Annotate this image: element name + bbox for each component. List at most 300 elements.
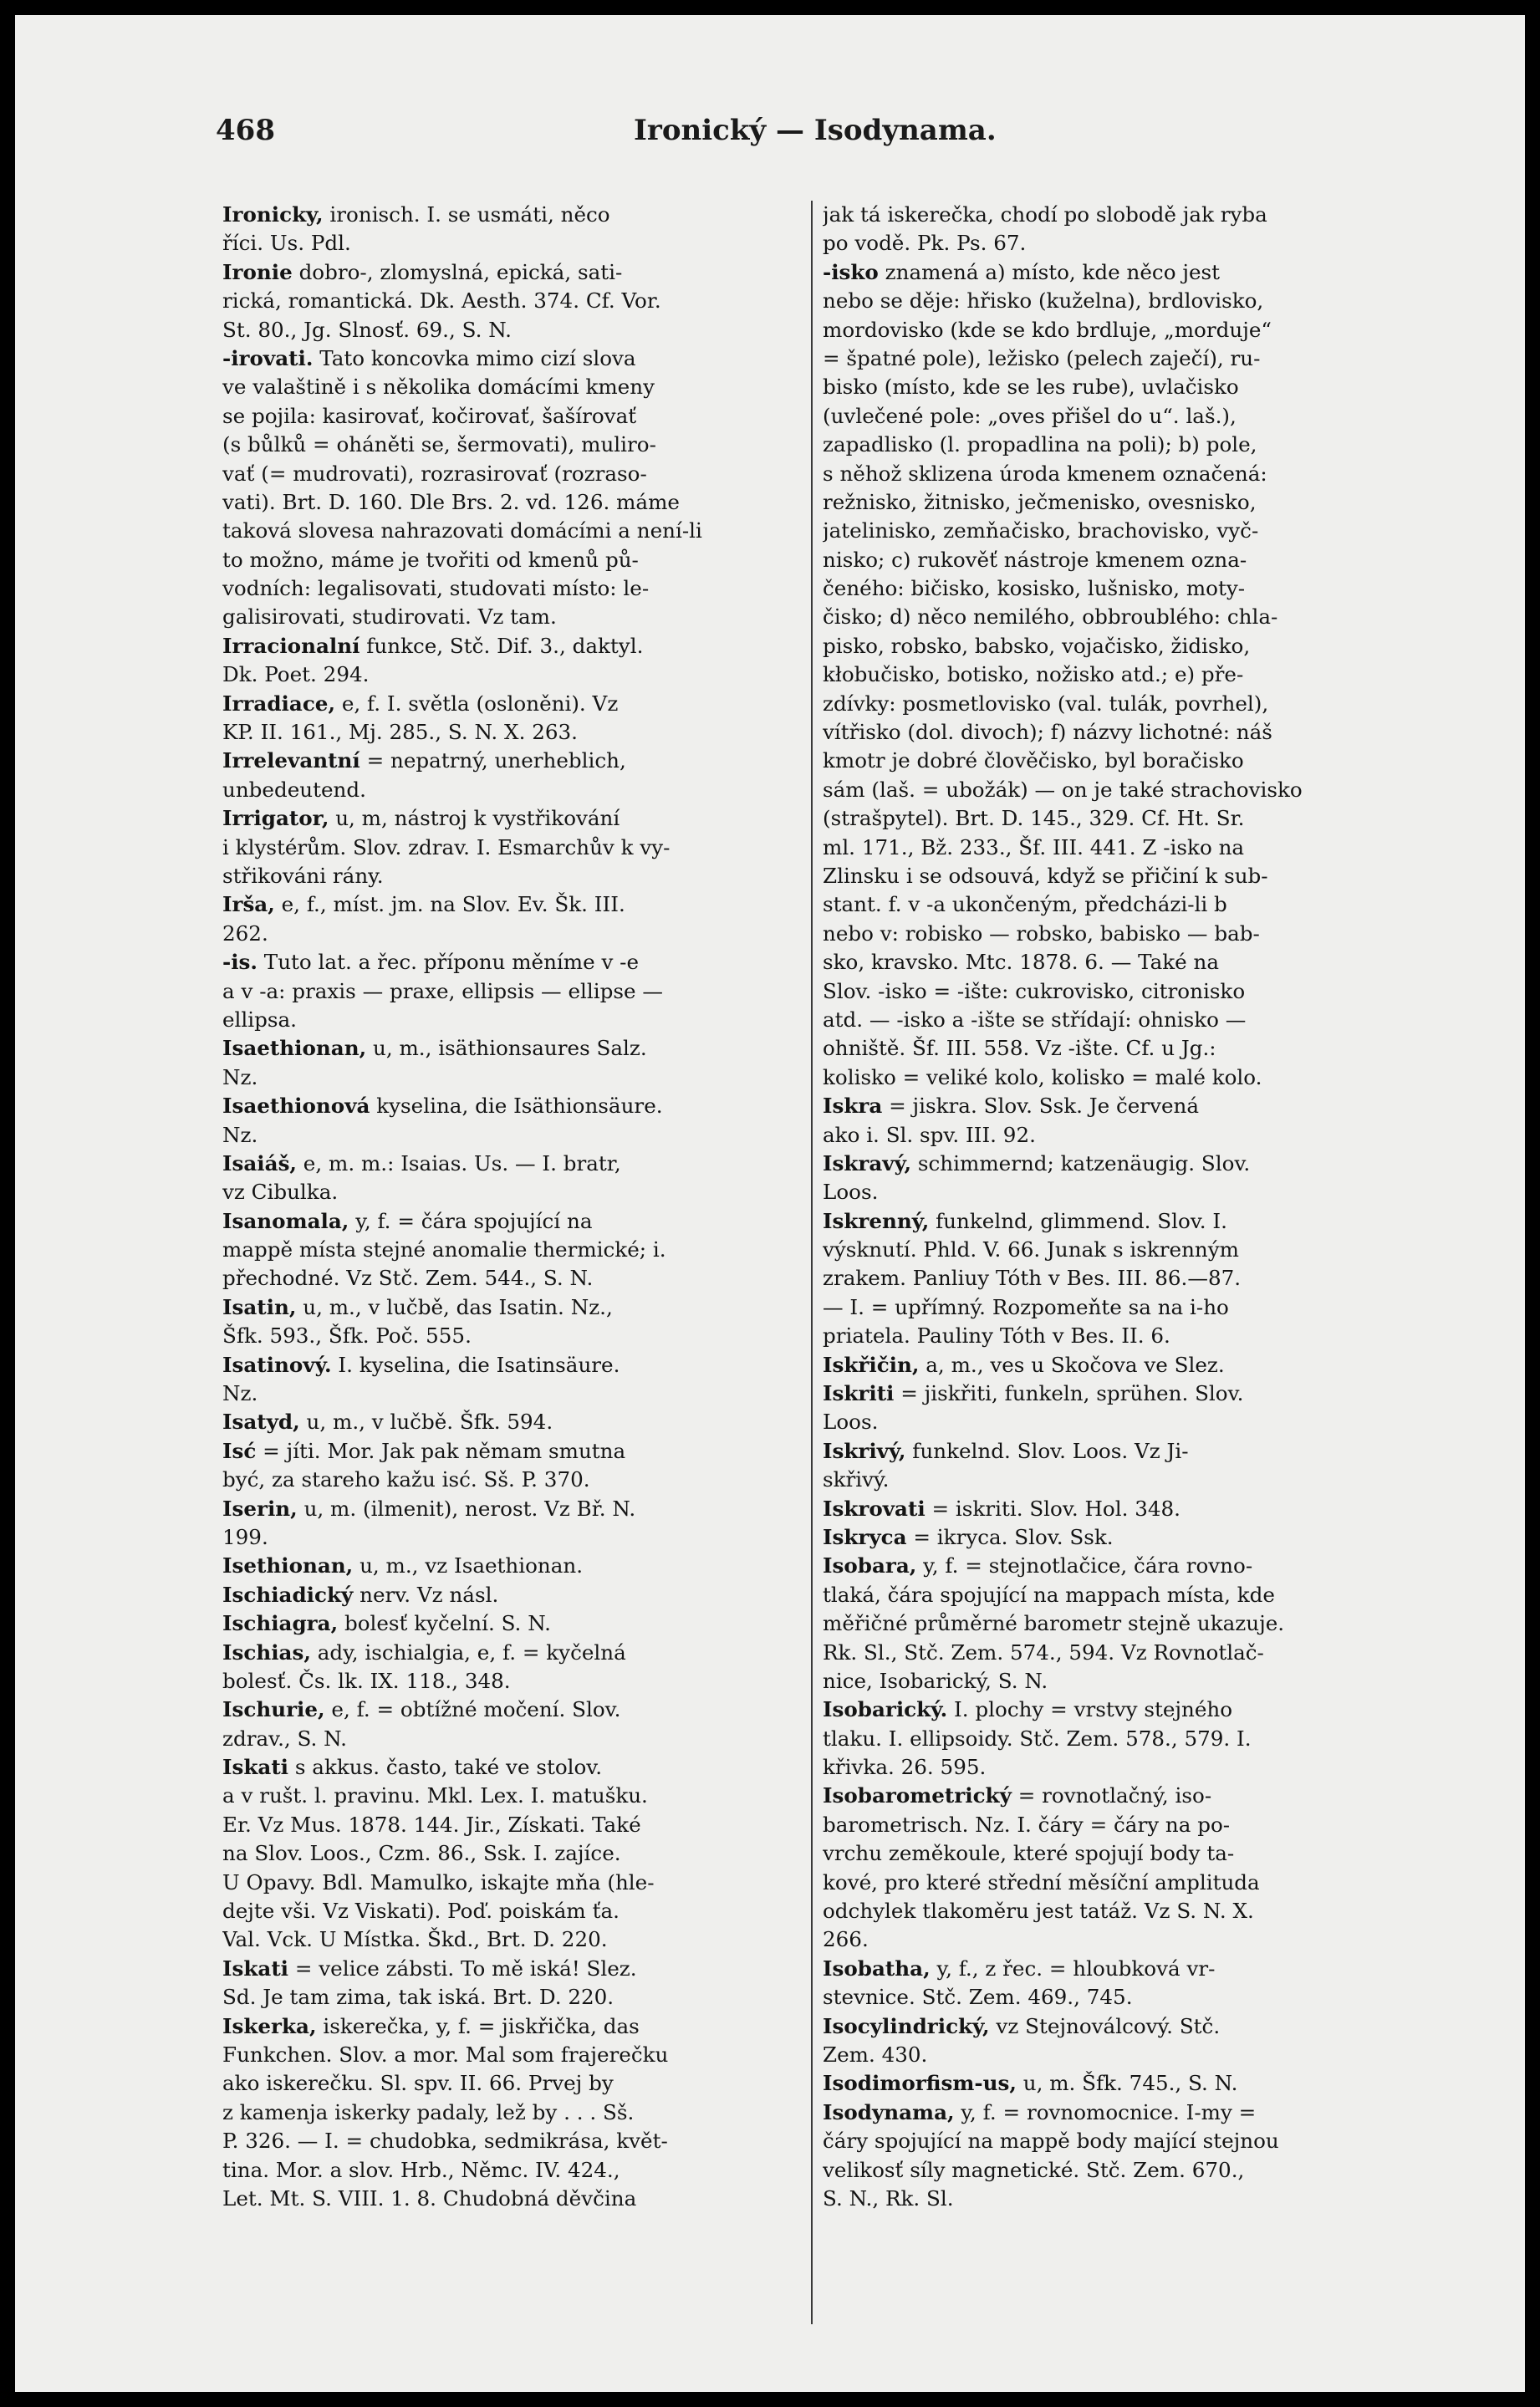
entry-text: vrchu zeměkoule, které spojují body ta- (823, 1841, 1235, 1866)
text-line (222, 1983, 808, 2012)
text-line (823, 834, 1408, 862)
text-line (222, 287, 808, 315)
text-line (222, 574, 808, 603)
text-line (823, 1264, 1408, 1293)
headword: Isatyd, (222, 1410, 300, 1435)
entry-text: dejte vši. Vz Viskati). Poď. poiskám ťa. (222, 1899, 620, 1924)
headword: Iskřičin, (823, 1352, 920, 1377)
entry-text: = jiskřiti, funkeln, sprühen. Slov. (894, 1381, 1244, 1406)
entry-text: funkelnd, glimmend. Slov. I. (929, 1208, 1227, 1233)
text-line (222, 1121, 808, 1150)
text-line (823, 1121, 1408, 1150)
entry-start-line (222, 747, 808, 775)
entry-text: y, f. = rovnomocnice. I-my = (954, 2099, 1257, 2124)
entry-text: taková slovesa nahrazovati domácími a není-li (222, 518, 702, 543)
text-line (823, 1925, 1408, 1954)
entry-text: nisko; c) rukověť nástroje kmenem ozna- (823, 547, 1247, 572)
entry-start-line (222, 1696, 808, 1724)
text-line (222, 1523, 808, 1552)
text-line (222, 2069, 808, 2098)
entry-text: = jiskra. Slov. Ssk. Je červená (882, 1094, 1200, 1119)
entry-text: ako i. Sl. spv. III. 92. (823, 1122, 1036, 1147)
running-head: Ironický — Isodynama. (634, 114, 997, 147)
entry-text: dobro-, zlomyslná, epická, sati- (292, 259, 623, 284)
entry-text: režnisko, žitnisko, ječmenisko, ovesnisko, (823, 489, 1257, 514)
entry-text: y, f., z řec. = hloubková vr- (930, 1956, 1216, 1981)
text-line (823, 1006, 1408, 1034)
entry-text: e, f., míst. jm. na Slov. Ev. Šk. III. (274, 892, 625, 917)
entry-start-line (222, 1092, 808, 1120)
entry-text: funkce, Stč. Dif. 3., daktyl. (360, 633, 644, 658)
entry-start-line (823, 1495, 1408, 1523)
text-line (222, 1264, 808, 1293)
headword: Iskrivý, (823, 1438, 906, 1463)
entry-text: sko, kravsko. Mtc. 1878. 6. — Také na (823, 950, 1220, 975)
entry-text: mordovisko (kde se kdo brdluje, „morduje“ (823, 317, 1272, 342)
entry-start-line (222, 2012, 808, 2041)
text-line (823, 373, 1408, 401)
entry-start-line (823, 2098, 1408, 2127)
entry-text: y, f. = stejnotlačice, čára rovno- (916, 1553, 1253, 1578)
left-column (222, 201, 808, 2324)
entry-text: s akkus. často, také ve stolov. (288, 1755, 603, 1780)
text-line (823, 1753, 1408, 1782)
text-line (823, 747, 1408, 775)
text-line (823, 862, 1408, 890)
entry-text: ml. 171., Bž. 233., Šf. III. 441. Z -isko na (823, 834, 1245, 859)
entry-text: i klystérům. Slov. zdrav. I. Esmarchův k vy- (222, 834, 671, 859)
headword: Iserin, (222, 1496, 298, 1521)
text-line (823, 690, 1408, 718)
entry-start-line (823, 1552, 1408, 1580)
headword: Ischiagra, (222, 1611, 339, 1636)
entry-start-line (823, 1523, 1408, 1552)
text-line (823, 1236, 1408, 1264)
entry-start-line (222, 1581, 808, 1609)
entry-text: u, m., vz Isaethionan. (353, 1553, 584, 1578)
headword: Isobarometrický (823, 1783, 1012, 1808)
headword: Iskati (222, 1755, 289, 1780)
text-line (222, 1839, 808, 1868)
headword: Iskravý, (823, 1150, 912, 1175)
entry-text: zapadlisko (l. propadlina na poli); b) pole, (823, 432, 1257, 457)
entry-start-line (222, 1437, 808, 1466)
entry-text: se pojila: kasirovať, kočirovať, šašírovať (222, 403, 637, 428)
entry-text: iskerečka, y, f. = jiskřička, das (316, 2013, 640, 2038)
text-line (222, 517, 808, 545)
headword: Isanomala, (222, 1208, 349, 1233)
entry-start-line (222, 890, 808, 919)
text-line (823, 344, 1408, 373)
entry-text: vati). Brt. D. 160. Dle Brs. 2. vd. 126. máme (222, 489, 680, 514)
entry-start-line (222, 804, 808, 833)
entry-text: vz Cibulka. (222, 1180, 339, 1205)
entry-text: po vodě. Pk. Ps. 67. (823, 231, 1027, 256)
entry-text: Zem. 430. (823, 2042, 928, 2067)
entry-text: galisirovati, studirovati. Vz tam. (222, 604, 557, 630)
entry-text: e, f. I. světla (osloněni). Vz (335, 691, 619, 716)
entry-start-line (823, 1207, 1408, 1236)
text-line (222, 1925, 808, 1954)
entry-text: 199. (222, 1524, 268, 1549)
entry-text: barometrisch. Nz. I. čáry = čáry na po- (823, 1812, 1231, 1837)
entry-text: tlaká, čára spojující na mappach místa, kde (823, 1582, 1275, 1607)
text-line (222, 1667, 808, 1696)
text-line (222, 834, 808, 862)
entry-text: kyselina, die Isäthionsäure. (370, 1094, 663, 1119)
entry-text: KP. II. 161., Mj. 285., S. N. X. 263. (222, 720, 578, 745)
text-line (222, 1782, 808, 1810)
page-number: 468 (216, 114, 275, 147)
headword: Irša, (222, 892, 275, 917)
entry-text: sám (laš. = ubožák) — on je také strachovisko (823, 777, 1303, 802)
headword: Iskrovati (823, 1496, 926, 1521)
text-line (222, 2156, 808, 2185)
entry-text: priatela. Pauliny Tóth v Bes. II. 6. (823, 1323, 1170, 1349)
text-line (222, 776, 808, 804)
entry-start-line (823, 1351, 1408, 1379)
text-line (823, 2185, 1408, 2213)
entry-text: vať (= mudrovati), rozrasirovať (rozraso- (222, 461, 647, 486)
entry-start-line (222, 1034, 808, 1063)
entry-text: velikosť síly magnetické. Stč. Zem. 670., (823, 2157, 1245, 2182)
headword: Irrigator, (222, 806, 329, 831)
entry-text: Zlinsku i se odsouvá, když se přičiní k sub- (823, 863, 1268, 888)
entry-start-line (823, 1379, 1408, 1408)
entry-text: měřičné průměrné barometr stejně ukazuje. (823, 1611, 1285, 1636)
headword: Iskerka, (222, 2013, 317, 2038)
text-line (222, 1725, 808, 1753)
headword: Ironicky, (222, 202, 324, 227)
entry-text: bolesť kyčelní. S. N. (338, 1611, 551, 1636)
text-line (823, 1408, 1408, 1436)
text-line (222, 1236, 808, 1264)
entry-start-line (222, 690, 808, 718)
text-line (823, 1466, 1408, 1494)
entry-text: zrakem. Panliuy Tóth v Bes. III. 86.—87. (823, 1266, 1242, 1291)
entry-start-line (823, 1437, 1408, 1466)
column-divider (811, 201, 813, 2324)
entry-text: výsknutí. Phld. V. 66. Junak s iskrenným (823, 1237, 1239, 1262)
entry-text: odchylek tlakoměru jest tatáž. Vz S. N. X. (823, 1899, 1254, 1924)
entry-text: čisko; d) něco nemilého, obbroublého: chla- (823, 604, 1278, 630)
entry-text: stevnice. Stč. Zem. 469., 745. (823, 1985, 1133, 2010)
entry-text: říci. Us. Pdl. (222, 231, 351, 256)
text-line (823, 1897, 1408, 1925)
text-line (823, 287, 1408, 315)
entry-text: Nz. (222, 1381, 258, 1406)
entry-text: u, m. (ilmenit), nerost. Vz Bř. N. (297, 1496, 636, 1521)
entry-text: Šfk. 593., Šfk. Poč. 555. (222, 1323, 472, 1349)
text-line (823, 1609, 1408, 1638)
entry-text: = iskriti. Slov. Hol. 348. (925, 1496, 1180, 1521)
entry-text: — I. = upřímný. Rozpomeňte sa na i-ho (823, 1294, 1229, 1319)
text-line (222, 1466, 808, 1494)
headword: Irradiace, (222, 691, 336, 716)
entry-text: St. 80., Jg. Slnosť. 69., S. N. (222, 317, 512, 342)
headword: Isobarický. (823, 1697, 948, 1722)
text-line (823, 2127, 1408, 2155)
text-line (823, 1811, 1408, 1839)
entry-text: přechodné. Vz Stč. Zem. 544., S. N. (222, 1266, 594, 1291)
text-line (823, 632, 1408, 660)
entry-text: u, m., v lučbě. Šfk. 594. (299, 1410, 553, 1435)
text-line (823, 660, 1408, 689)
entry-start-line (222, 1955, 808, 1983)
entry-text: to možno, máme je tvořiti od kmenů pů- (222, 547, 639, 572)
entry-text: być, za stareho kažu isć. Sš. P. 370. (222, 1467, 590, 1492)
entry-text: unbedeutend. (222, 777, 366, 802)
entry-start-line (222, 1639, 808, 1667)
entry-text: e, f. = obtížné močení. Slov. (324, 1697, 621, 1722)
text-line (222, 229, 808, 258)
entry-text: kłobučisko, botisko, nožisko atd.; e) pře- (823, 662, 1244, 687)
entry-start-line (222, 344, 808, 373)
entry-text: z kamenja iskerky padaly, lež by . . . Sš. (222, 2099, 635, 2124)
headword: Isodynama, (823, 2099, 955, 2124)
headword: Iskrenný, (823, 1208, 930, 1233)
entry-text: Let. Mt. S. VIII. 1. 8. Chudobná děvčina (222, 2185, 637, 2211)
text-line (823, 1322, 1408, 1350)
headword: Ischurie, (222, 1697, 325, 1722)
text-line (823, 1725, 1408, 1753)
headword: Ischiadický (222, 1582, 354, 1607)
text-line (823, 2156, 1408, 2185)
entry-text: U Opavy. Bdl. Mamulko, iskajte mňa (hle- (222, 1869, 655, 1894)
page-header (216, 114, 1236, 164)
entry-text: nerv. Vz násl. (353, 1582, 499, 1607)
entry-text: Tuto lat. a řec. příponu měníme v -e (257, 950, 640, 975)
text-line (823, 920, 1408, 948)
entry-text: 266. (823, 1927, 869, 1952)
entry-text: jatelinisko, zemňačisko, brachovisko, vyč- (823, 518, 1259, 543)
text-line (823, 718, 1408, 747)
entry-start-line (222, 1753, 808, 1782)
text-line (823, 948, 1408, 977)
entry-text: ironisch. I. se usmáti, něco (323, 202, 610, 227)
text-line (823, 431, 1408, 459)
text-line (222, 1178, 808, 1206)
entry-text: na Slov. Loos., Czm. 86., Ssk. I. zajíce. (222, 1841, 621, 1866)
text-line (222, 1811, 808, 1839)
text-line (823, 460, 1408, 488)
entry-text: ady, ischialgia, e, f. = kyčelná (310, 1640, 626, 1665)
text-line (823, 1293, 1408, 1322)
entry-text: ellipsa. (222, 1007, 297, 1032)
entry-text: = velice zábsti. To mě iská! Slez. (288, 1956, 637, 1981)
entry-text: zdívky: posmetlovisko (val. tulák, povrhel), (823, 691, 1269, 716)
text-line (823, 1983, 1408, 2012)
entry-start-line (823, 2012, 1408, 2041)
text-line (823, 488, 1408, 517)
entry-text: u, m. Šfk. 745., S. N. (1016, 2071, 1238, 2096)
entry-start-line (823, 1092, 1408, 1120)
entry-text: Dk. Poet. 294. (222, 662, 370, 687)
entry-text: I. plochy = vrstvy stejného (947, 1697, 1233, 1722)
entry-text: funkelnd. Slov. Loos. Vz Ji- (905, 1438, 1189, 1463)
entry-text: (strašpytel). Brt. D. 145., 329. Cf. Ht. Sr. (823, 806, 1245, 831)
headword: Isatin, (222, 1294, 297, 1319)
entry-start-line (222, 1495, 808, 1523)
entry-text: a v rušt. l. pravinu. Mkl. Lex. I. matušku. (222, 1783, 648, 1808)
text-line (222, 460, 808, 488)
entry-text: nebo v: robisko — robsko, babisko — bab- (823, 920, 1260, 946)
entry-start-line (823, 2069, 1408, 2098)
entry-text: Nz. (222, 1064, 258, 1089)
headword: -isko (823, 259, 879, 284)
entry-text: = ikryca. Slov. Ssk. (906, 1524, 1114, 1549)
entry-text: atd. — -isko a -ište se střídají: ohnisko — (823, 1007, 1247, 1032)
entry-text: tina. Mor. a slov. Hrb., Němc. IV. 424., (222, 2157, 620, 2182)
entry-text: střikováni rány. (222, 863, 384, 888)
text-line (823, 1839, 1408, 1868)
entry-text: u, m, nástroj k vystřikování (329, 806, 620, 831)
text-line (823, 1639, 1408, 1667)
entry-text: S. N., Rk. Sl. (823, 2185, 954, 2211)
entry-text: y, f. = čára spojující na (349, 1208, 593, 1233)
text-line (823, 574, 1408, 603)
text-line (222, 1379, 808, 1408)
text-line (222, 402, 808, 431)
text-line (222, 1869, 808, 1897)
entry-start-line (222, 632, 808, 660)
text-line (823, 977, 1408, 1006)
headword: Ironie (222, 259, 293, 284)
entry-start-line (222, 201, 808, 229)
entry-text: jak tá iskerečka, chodí po slobodě jak ryba (823, 202, 1267, 227)
entry-text: Loos. (823, 1410, 879, 1435)
entry-text: = špatné pole), ležisko (pelech zaječí), ru- (823, 345, 1261, 370)
entry-text: 262. (222, 920, 268, 946)
headword: -irovati. (222, 345, 314, 370)
text-line (823, 1667, 1408, 1696)
text-line (222, 718, 808, 747)
text-line (823, 776, 1408, 804)
headword: Iskriti (823, 1381, 895, 1406)
text-line (222, 2041, 808, 2069)
text-line (222, 920, 808, 948)
entry-start-line (222, 1609, 808, 1638)
entry-text: vítřisko (dol. divoch); f) názvy lichotné: náš (823, 720, 1272, 745)
entry-text: skřivý. (823, 1467, 890, 1492)
entry-start-line (222, 258, 808, 287)
text-line (222, 431, 808, 459)
text-line (823, 2041, 1408, 2069)
entry-text: = jíti. Mor. Jak pak němam smutna (256, 1438, 626, 1463)
entry-start-line (222, 1207, 808, 1236)
entry-text: = nepatrný, unerheblich, (360, 748, 626, 773)
entry-text: Nz. (222, 1122, 258, 1147)
entry-text: čeného: bičisko, kosisko, lušnisko, moty- (823, 576, 1246, 601)
text-line (222, 660, 808, 689)
entry-text: bolesť. Čs. lk. IX. 118., 348. (222, 1668, 511, 1693)
entry-start-line (222, 1552, 808, 1580)
headword: Isobara, (823, 1553, 917, 1578)
entry-text: nice, Isobarický, S. N. (823, 1668, 1048, 1693)
entry-text: bisko (místo, kde se les rube), uvlačisko (823, 375, 1239, 400)
entry-text: u, m., isäthionsaures Salz. (366, 1036, 647, 1061)
entry-text: kolisko = veliké kolo, kolisko = malé kolo. (823, 1064, 1262, 1089)
headword: Isaiáš, (222, 1150, 297, 1175)
entry-text: a v -a: praxis — praxe, ellipsis — ellipse — (222, 978, 663, 1003)
entry-text: znamená a) místo, kde něco jest (878, 259, 1221, 284)
text-line (222, 1006, 808, 1034)
entry-text: P. 326. — I. = chudobka, sedmikrása, květ- (222, 2129, 668, 2154)
entry-text: Er. Vz Mus. 1878. 144. Jir., Získati. Také (222, 1812, 641, 1837)
entry-text: vodních: legalisovati, studovati místo: le- (222, 576, 650, 601)
headword: Isobatha, (823, 1956, 931, 1981)
entry-text: u, m., v lučbě, das Isatin. Nz., (296, 1294, 613, 1319)
entry-text: vz Stejnoválcový. Stč. (989, 2013, 1221, 2038)
entry-text: pisko, robsko, babsko, vojačisko, židisko, (823, 633, 1251, 658)
entry-text: ve valaštině i s několika domácími kmeny (222, 375, 655, 400)
entry-text: rická, romantická. Dk. Aesth. 374. Cf. Vor. (222, 288, 661, 314)
text-line (222, 1063, 808, 1092)
entry-text: = rovnotlačný, iso- (1011, 1783, 1212, 1808)
entry-text: schimmernd; katzenäugig. Slov. (911, 1150, 1251, 1175)
entry-text: s něhož sklizena úroda kmenem označená: (823, 461, 1267, 486)
entry-text: e, m. m.: Isaias. Us. — I. bratr, (296, 1150, 621, 1175)
text-line (823, 1178, 1408, 1206)
entry-text: Funkchen. Slov. a mor. Mal som frajerečku (222, 2042, 669, 2067)
text-line (823, 316, 1408, 344)
entry-start-line (823, 258, 1408, 287)
text-line (823, 201, 1408, 229)
headword: Iskati (222, 1956, 289, 1981)
entry-start-line (823, 1150, 1408, 1178)
entry-text: (s bůlků = oháněti se, šermovati), muliro- (222, 432, 656, 457)
entry-start-line (823, 1955, 1408, 1983)
entry-text: tlaku. I. ellipsoidy. Stč. Zem. 578., 579. I. (823, 1726, 1252, 1751)
headword: Iskryca (823, 1524, 907, 1549)
headword: Isocylindrický, (823, 2013, 990, 2038)
text-line (222, 316, 808, 344)
text-line (823, 1869, 1408, 1897)
text-line (222, 977, 808, 1006)
text-line (222, 2098, 808, 2127)
text-line (823, 804, 1408, 833)
entry-text: Slov. -isko = -ište: cukrovisko, citronisko (823, 978, 1246, 1003)
text-line (222, 373, 808, 401)
entry-text: zdrav., S. N. (222, 1726, 347, 1751)
headword: Isethionan, (222, 1553, 354, 1578)
text-line (823, 890, 1408, 919)
headword: Isaethionová (222, 1094, 370, 1119)
entry-text: nebo se děje: hřisko (kuželna), brdlovisko, (823, 288, 1264, 314)
text-line (823, 1063, 1408, 1092)
headword: Irracionalní (222, 633, 360, 658)
headword: Isatinový. (222, 1352, 332, 1377)
text-line (823, 229, 1408, 258)
entry-text: ohniště. Šf. III. 558. Vz -ište. Cf. u Jg.: (823, 1036, 1216, 1061)
entry-text: ako iskerečku. Sl. spv. II. 66. Prvej by (222, 2071, 614, 2096)
entry-start-line (222, 1408, 808, 1436)
entry-text: Sd. Je tam zima, tak iská. Brt. D. 220. (222, 1985, 614, 2010)
entry-start-line (222, 1293, 808, 1322)
headword: Iskra (823, 1094, 883, 1119)
entry-text: kové, pro které střední měsíční amplituda (823, 1869, 1260, 1894)
entry-text: kmotr je dobré člověčisko, byl boračisko (823, 748, 1244, 773)
text-line (823, 603, 1408, 631)
text-line (222, 2185, 808, 2213)
text-line (222, 1322, 808, 1350)
entry-start-line (222, 1150, 808, 1178)
dictionary-page (15, 15, 1525, 2392)
text-line (823, 402, 1408, 431)
headword: -is. (222, 950, 258, 975)
entry-text: I. kyselina, die Isatinsäure. (331, 1352, 620, 1377)
headword: Irrelevantní (222, 748, 360, 773)
